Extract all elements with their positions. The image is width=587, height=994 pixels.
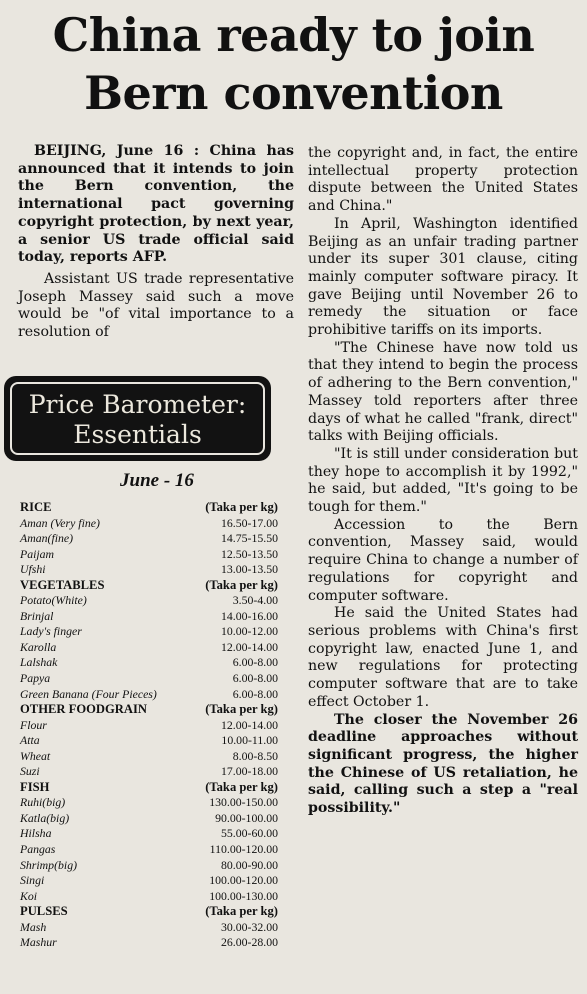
price-unit-label: (Taka per kg) [205,702,278,717]
price-category-row [20,578,278,594]
price-range: 12.00-14.00 [220,717,278,732]
price-row [20,718,278,734]
price-row [20,609,278,625]
price-range: 12.50-13.50 [220,546,278,561]
price-item-name: Brinjal [20,608,54,623]
price-category-row [20,500,278,516]
price-range: 16.50-17.00 [220,515,278,530]
price-category-row [20,780,278,796]
price-item-name: Karolla [20,639,57,654]
article-paragraph: Assistant US trade representative Joseph Massey said such a move would be "of vital importance to a resolution of [18,270,294,341]
price-row [20,687,278,703]
price-item-name: Katla(big) [20,810,70,825]
price-range: 100.00-120.00 [209,873,278,888]
price-range: 13.00-13.50 [220,562,278,577]
price-row [20,749,278,765]
price-range: 8.00-8.50 [232,748,278,763]
price-table [20,500,278,951]
price-range: 130.00-150.00 [209,795,278,810]
price-row [20,593,278,609]
price-range: 110.00-120.00 [209,842,278,857]
price-item-name: Suzi [20,764,40,779]
price-item-name: Aman (Very fine) [20,515,100,530]
price-item-name: Paijam [20,546,55,561]
price-range: 14.75-15.50 [220,531,278,546]
price-row [20,826,278,842]
price-barometer-title [10,382,265,455]
price-unit-label: (Taka per kg) [205,577,278,592]
headline-line-2: Bern convention [84,66,503,120]
price-item-name: Mashur [20,935,57,950]
price-item-name: Singi [20,873,45,888]
price-item-name: Atta [20,733,40,748]
price-row [20,889,278,905]
price-item-name: Koi [20,888,38,903]
price-range: 17.00-18.00 [220,764,278,779]
price-range: 100.00-130.00 [209,888,278,903]
price-row [20,671,278,687]
price-range: 6.00-8.00 [232,686,278,701]
price-unit-label: (Taka per kg) [205,779,278,794]
price-row [20,811,278,827]
price-row [20,624,278,640]
price-row [20,531,278,547]
price-item-name: Mash [20,919,47,934]
price-row [20,733,278,749]
price-range: 30.00-32.00 [220,919,278,934]
price-category-name: FISH [20,779,50,794]
price-item-name: Potato(White) [20,593,87,608]
price-range: 12.00-14.00 [220,639,278,654]
price-row [20,842,278,858]
article-headline [0,6,587,122]
article-paragraph: "The Chinese have now told us that they intend to begin the process of adhering to the Bern convention," Massey told reporters after three days of what he called "frank, direct" talks with Beijing officials. [308,339,578,445]
price-item-name: Lalshak [20,655,58,670]
price-unit-label: (Taka per kg) [205,904,278,919]
price-range: 55.00-60.00 [220,826,278,841]
price-barometer-banner [4,376,271,461]
price-item-name: Papya [20,671,51,686]
price-item-name: Ufshi [20,562,46,577]
price-barometer-title-line-2: Essentials [73,420,202,449]
price-item-name: Shrimp(big) [20,857,78,872]
price-range: 90.00-100.00 [215,810,278,825]
price-range: 10.00-12.00 [220,624,278,639]
price-item-name: Aman(fine) [20,531,74,546]
price-category-name: VEGETABLES [20,577,105,592]
price-category-name: PULSES [20,904,68,919]
price-row [20,795,278,811]
price-item-name: Green Banana (Four Pieces) [20,686,157,701]
price-row [20,562,278,578]
article-paragraph: In April, Washington identified Beijing as an unfair trading partner under its super 301 clause, citing mainly computer software piracy. It gave Beijing until November 26 to remedy the situation or face prohibitive tariffs on its imports. [308,215,578,339]
price-category-name: RICE [20,500,52,514]
price-category-row [20,702,278,718]
price-row [20,547,278,563]
price-item-name: Lady's finger [20,624,82,639]
price-row [20,640,278,656]
price-range: 80.00-90.00 [220,857,278,872]
price-row [20,873,278,889]
price-item-name: Ruhi(big) [20,795,66,810]
price-item-name: Flour [20,717,47,732]
price-category-row [20,904,278,920]
article-paragraph: "It is still under consideration but they hope to accomplish it by 1992," he said, but added, "It's going to be tough for them." [308,445,578,516]
price-range: 6.00-8.00 [232,655,278,670]
price-range: 3.50-4.00 [232,593,278,608]
price-row [20,935,278,951]
price-item-name: Hilsha [20,826,52,841]
price-range: 14.00-16.00 [220,608,278,623]
article-paragraph: He said the United States had serious problems with China's first copyright law, enacted June 1, and new regulations for protecting computer software that are to take effect October 1. [308,605,578,710]
price-range: 26.00-28.00 [220,935,278,950]
left-column [18,143,294,342]
price-barometer-title-line-1: Price Barometer: [28,390,247,419]
article-paragraph: The closer the November 26 deadline approaches without significant progress, the higher the Chinese of US retaliation, he said, calling such a step a "real possibility." [308,711,578,817]
article-paragraph: Accession to the Bern convention, Massey said, would require China to change a number of regulations for copyright and computer software. [308,516,578,604]
price-row [20,764,278,780]
right-column [308,145,578,818]
price-range: 10.00-11.00 [221,733,278,748]
headline-line-1: China ready to join [52,8,535,62]
price-unit-label: (Taka per kg) [205,500,278,514]
price-row [20,516,278,532]
price-row [20,655,278,671]
article-paragraph: the copyright and, in fact, the entire intellectual property protection dispute between the United States and China." [308,145,578,215]
price-row [20,858,278,874]
price-category-name: OTHER FOODGRAIN [20,702,147,717]
price-item-name: Wheat [20,748,51,763]
price-range: 6.00-8.00 [232,671,278,686]
price-row [20,920,278,936]
price-date: June - 16 [120,470,194,491]
price-item-name: Pangas [20,842,56,857]
lead-paragraph: BEIJING, June 16 : China has announced that it intends to join the Bern convention, the international pact governing copyright protection, by next year, a senior US trade official said today, reports AFP. [18,143,294,266]
